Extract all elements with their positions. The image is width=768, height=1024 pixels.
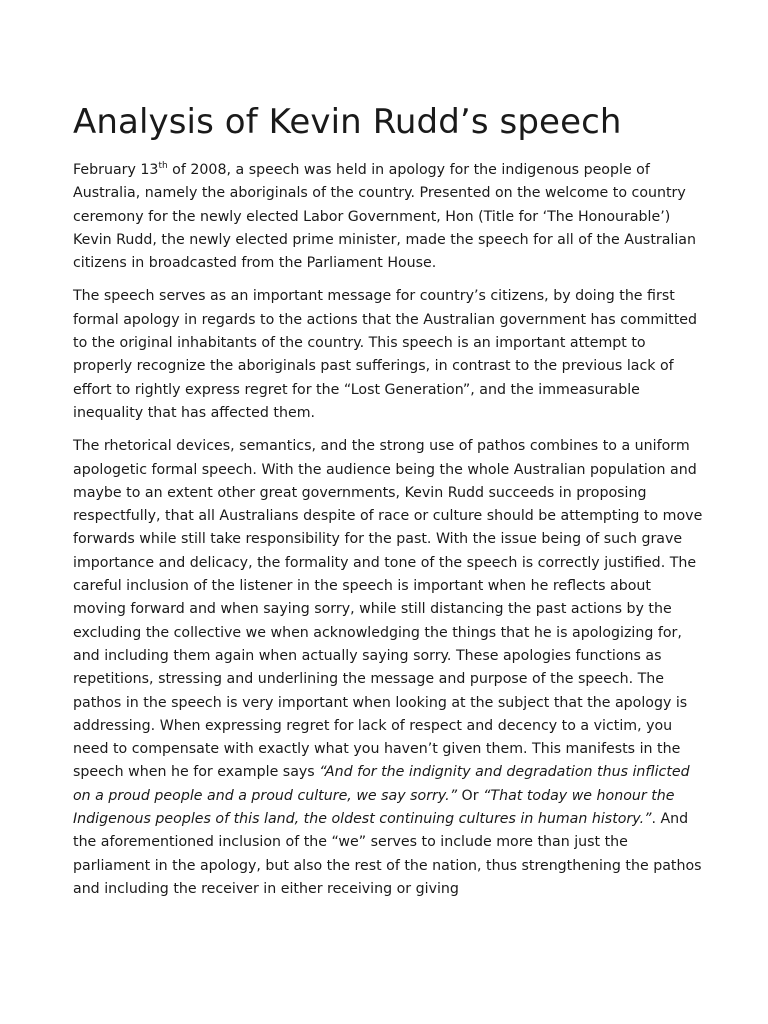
paragraph-rhetoric-ending: . And the aforementioned inclusion of the “we” serves to include more than just the parliament in the apology, but also the rest of the nation, thus strengthening the pathos and including the receiver in either receiving or giving [73,811,702,897]
quote-honour: “That today we honour the Indigenous peoples of this land, the oldest continuing cultures in human history.” [73,787,675,828]
date-ordinal-suffix: th [158,161,168,171]
paragraph-significance: The speech serves as an important message for country’s citizens, by doing the first formal apology in regards to the actions that the Australian government has committed to the original inhabitants of the country. This speech is an important attempt to properly recognize the aboriginals past sufferings, in contrast to the previous lack of effort to rightly express regret for the “Lost Generation”, and the immeasurable inequality that has affected them. [73,288,698,421]
paragraph-rhetoric-connector: Or [457,787,484,804]
paragraph-intro [73,159,703,275]
paragraph-intro-date: February 13 [73,162,159,178]
paragraph-intro-text: of 2008, a speech was held in apology for the indigenous people of Australia, namely the aboriginals of the country. Presented on the welcome to country ceremony for the newly elected Labor Government, Hon (Title for ‘The Honourable’) Kevin Rudd, the newly elected prime minister, made the speech for all of the Australian citizens in broadcasted from the Parliament House. [73,162,696,272]
document-page [73,0,703,901]
quote-indignity: “And for the indignity and degradation thus inflicted on a proud people and a proud culture, we say sorry.” [73,764,690,804]
document-title: Analysis of Kevin Rudd’s speech [73,102,622,142]
paragraph-rhetoric [73,435,703,901]
paragraph-rhetoric-text: The rhetorical devices, semantics, and the strong use of pathos combines to a uniform apologetic formal speech. With the audience being the whole Australian population and maybe to an extent other great governments, Kevin Rudd succeeds in proposing respectfully, that all Australians despite of race or culture should be attempting to move forwards while still take responsibility for the past. With the issue being of such grave importance and delicacy, the formality and tone of the speech is correctly justified. The careful inclusion of the listener in the speech is important when he reflects about moving forward and when saying sorry, while still distancing the past actions by the excluding the collective we when acknowledging the things that he is apologizing for, and including them again when actually saying sorry. These apologies functions as repetitions, stressing and underlining the message and purpose of the speech. The pathos in the speech is very important when looking at the subject that the apology is addressing. When expressing regret for lack of respect and decency to a victim, you need to compensate with exactly what you haven’t given them. This manifests in the speech when he for example says [73,438,703,781]
